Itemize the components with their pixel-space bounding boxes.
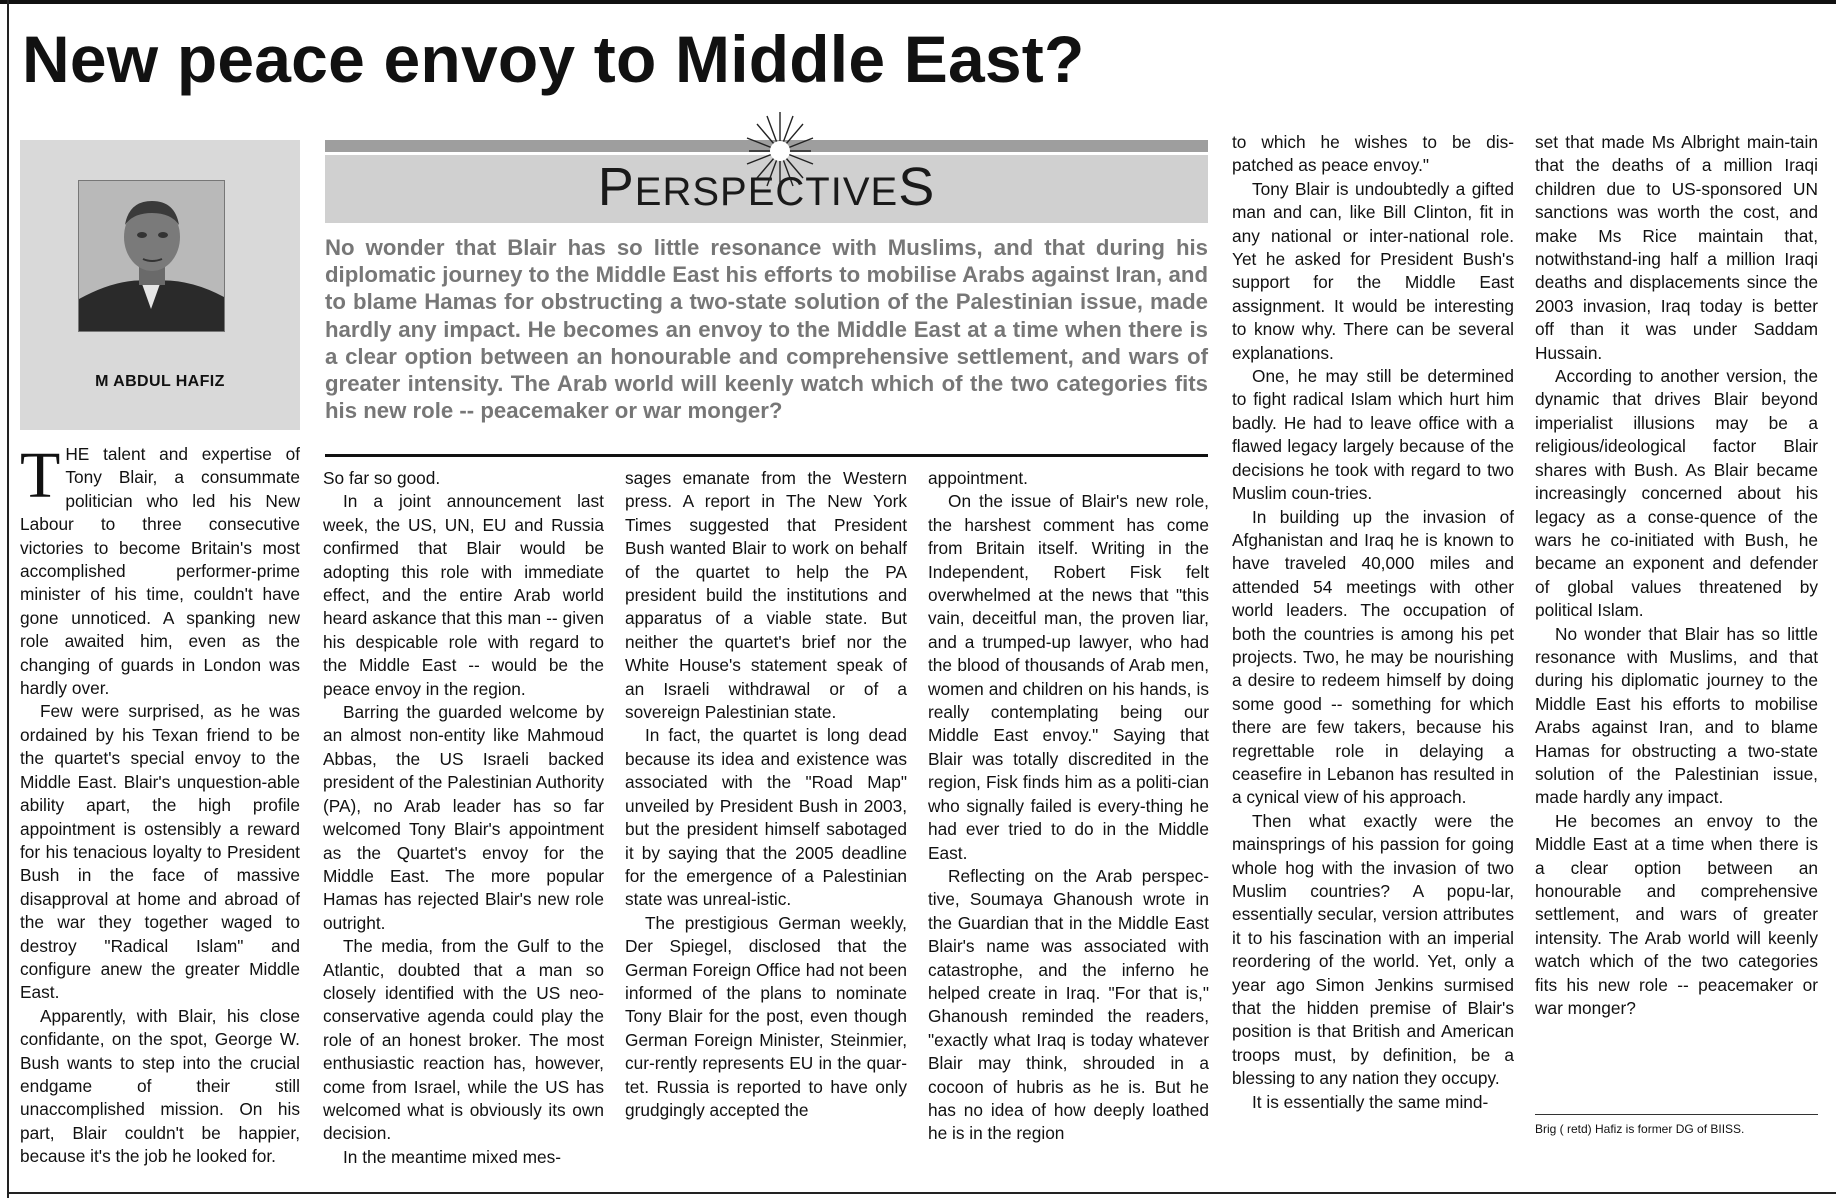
paragraph: In fact, the quartet is long dead because its idea and existence was associated with the "Road Map" unveiled by President Bush in 2003, but the president himself sabotaged it by saying that the 2005 deadline for the emergence of a Palestinian state was unreal-istic. [625,725,907,910]
column-3 [625,467,907,1183]
paragraph: to which he wishes to be dis-patched as peace envoy." [1232,132,1514,176]
headline: New peace envoy to Middle East? [22,22,1085,96]
paragraph: Reflecting on the Arab perspec-tive, Soumaya Ghanoush wrote in the Guardian that in the Middle East Blair's name was associated with catastrophe, and the inferno he helped create in Iraq. "For that is," Ghanoush reminded the readers, "exactly what Iraq is today whatever Blair may think, shrouded in a cocoon of hubris as he is. But he has no idea of how deeply loathed he is in the region [928,865,1209,1144]
paragraph: He becomes an envoy to the Middle East at a time when there is a clear option between an honourable and comprehensive settlement, and wars of greater intensity. The Arab world will keenly watch which of the two categories fits his new role -- peacemaker or war monger? [1535,810,1818,1019]
bottom-rule [7,1192,1836,1194]
paragraph: sages emanate from the Western press. A report in The New York Times suggested that President Bush wanted Blair to work on behalf of the quartet to help the PA president build the institutions and apparatus of a viable state. But neither the quartet's brief nor the White House's statement speak of an Israeli withdrawal or of a sovereign Palestinian state. [625,468,907,723]
column-1 [20,443,300,1183]
paragraph: Barring the guarded welcome by an almost non-entity like Mahmoud Abbas, the US Israeli backed president of the Palestinian Authority (PA), no Arab leader has so far welcomed Tony Blair's appointment as the Quartet's envoy for the Middle East. The more popular Hamas has rejected Blair's new role outright. [323,702,604,933]
paragraph: Tony Blair is undoubtedly a gifted man and can, like Bill Clinton, fit in any national or inter-national role. Yet he asked for President Bush's support for the Middle East assignment. It would be interesting to know why. There can be several explanations. [1232,178,1514,363]
byline-box [20,140,300,430]
author-note: Brig ( retd) Hafiz is former DG of BIISS. [1535,1122,1745,1136]
paragraph: It is essentially the same mind- [1252,1091,1489,1112]
paragraph: In a joint announcement last week, the US, UN, EU and Russia confirmed that Blair would be adopting this role with immediate effect, and the entire Arab world heard askance that this man -- given his despicable role with regard to the Middle East -- would be the peace envoy in the region. [323,491,604,699]
author-note-rule [1535,1114,1818,1115]
drop-cap: T [20,443,61,512]
paragraph: One, he may still be determined to fight radical Islam which hurt him badly. He had to leave office with a flawed legacy largely because of the decisions he took with regard to two Muslim coun-tries. [1232,366,1514,504]
left-rule [7,0,9,1198]
column-2 [323,467,604,1183]
paragraph: set that made Ms Albright main-tain that the deaths of a million Iraqi children due to US-sponsored UN sanctions was worth the cost, and make Ms Rice maintain that, notwithstand-ing half a million Iraqi deaths and displacements since the 2003 invasion, Iraq today is better off than it was under Saddam Hussain. [1535,132,1818,363]
paragraph: appointment. [928,468,1028,488]
title-middle: ERSPECTIVE [634,170,899,214]
paragraph: Then what exactly were the mainsprings of his passion for going whole hog with the invasion of two Muslim countries? A popu-lar, essentially secular, version attributes it to his fascination with an imperial reordering of the world. Yet, only a year ago Simon Jenkins surmised that the hidden premise of Blair's position is that British and American troops must, by definition, be a blessing to any nation they occupy. [1232,810,1514,1089]
paragraph: On the issue of Blair's new role, the harshest comment has come from Britain itself. Writing in the Independent, Robert Fisk felt overwhelmed at the news that "this vain, deceitful man, the proven liar, and a trumped-up lawyer, who had the blood of thousands of Arab men, women and children on his hands, is really contemplating being our Middle East envoy." Saying that Blair was totally discredited in the region, Fisk finds him as a politi-cian who signally failed is every-thing he had ever tried to do in the Middle East. [928,491,1209,863]
paragraph: No wonder that Blair has so little resonance with Muslims, and that during his diplomatic journey to the Middle East his efforts to mobilise Arabs against Iran, and to blame Hamas for obstructing a two-state solution of the Palestinian issue, made hardly any impact. [1535,623,1818,808]
paragraph: According to another version, the dynamic that drives Blair beyond imperialist illusions may be a religious/ideological factor Blair shares with Bush. As Blair became increasingly concerned about his legacy as a conse-quence of the wars he co-initiated with Bush, he became an exponent and defender of global values threatened by political Islam. [1535,366,1818,621]
paragraph: Few were surprised, as he was ordained by his Texan friend to be the quartet's special envoy to the Middle East. Blair's unquestion-able ability apart, the high profile appointment is ostensibly a reward for his tenacious loyalty to President Bush in the face of massive disapproval at home and abroad of the war they together waged to destroy "Radical Islam" and configure anew the greater Middle East. [20,701,300,1003]
top-rule [0,0,1836,4]
column-4 [928,467,1209,1183]
title-final: S [898,157,936,217]
paragraph-text: HE talent and expertise of Tony Blair, a consummate politician who led his New Labour to three consecutive victories to become Britain's most accomplished performer-prime minister of his time, couldn't have gone unnoticed. A spanking new role awaited him, even as the changing of guards in London was hardly over. [20,444,300,699]
author-portrait-icon [78,180,225,332]
paragraph: The media, from the Gulf to the Atlantic, doubted that a man so closely identified with the US neo-conservative agenda could play the role of an honest broker. The most enthusiastic reaction has, however, come from Israel, while the US has welcomed what is obviously its own decision. [323,936,604,1144]
paragraph: The prestigious German weekly, Der Spiegel, disclosed that the German Foreign Office had not been informed of the plans to nominate Tony Blair for the post, even though German Foreign Minister, Steinmier, cur-rently represents EU in the quar-tet. Russia is reported to have only grudgingly accepted the [625,912,907,1120]
byline: M ABDUL HAFIZ [95,373,225,390]
column-5 [1232,131,1514,1185]
pull-quote-rule [325,454,1208,457]
pull-quote: No wonder that Blair has so little resonance with Muslims, and that during his diplomatic journey to the Middle East his efforts to mobilise Arabs against Iran, and to blame Hamas for obstructing a two-state solution of the Palestinian issue, made hardly any impact. He becomes an envoy to the Middle East at a time when there is a clear option between an honourable and comprehensive settlement, and wars of greater intensity. The Arab world will keenly watch which of the two categories fits his new role -- peacemaker or war monger? [325,235,1208,424]
paragraph: In the meantime mixed mes- [343,1146,562,1167]
paragraph: So far so good. [323,468,441,488]
paragraph: In building up the invasion of Afghanistan and Iraq he is known to have traveled 40,000 miles and attended 54 meetings with other world leaders. The occupation of both the countries is among his pet projects. Two, he may be nourishing a desire to redeem himself by doing some good -- something for which there are few takers, because his regrettable role in delaying a ceasefire in Lebanon has resulted in a cynical view of his approach. [1232,506,1514,808]
title-initial: P [597,157,635,217]
paragraph [20,443,300,700]
column-6 [1535,131,1818,1076]
paragraph: Apparently, with Blair, his close confidante, on the spot, George W. Bush wants to step into the crucial endgame of their still unaccomplished mission. On his part, Blair couldn't be happier, because it's the job he looked for. [20,1005,300,1167]
starburst-icon [745,112,815,190]
